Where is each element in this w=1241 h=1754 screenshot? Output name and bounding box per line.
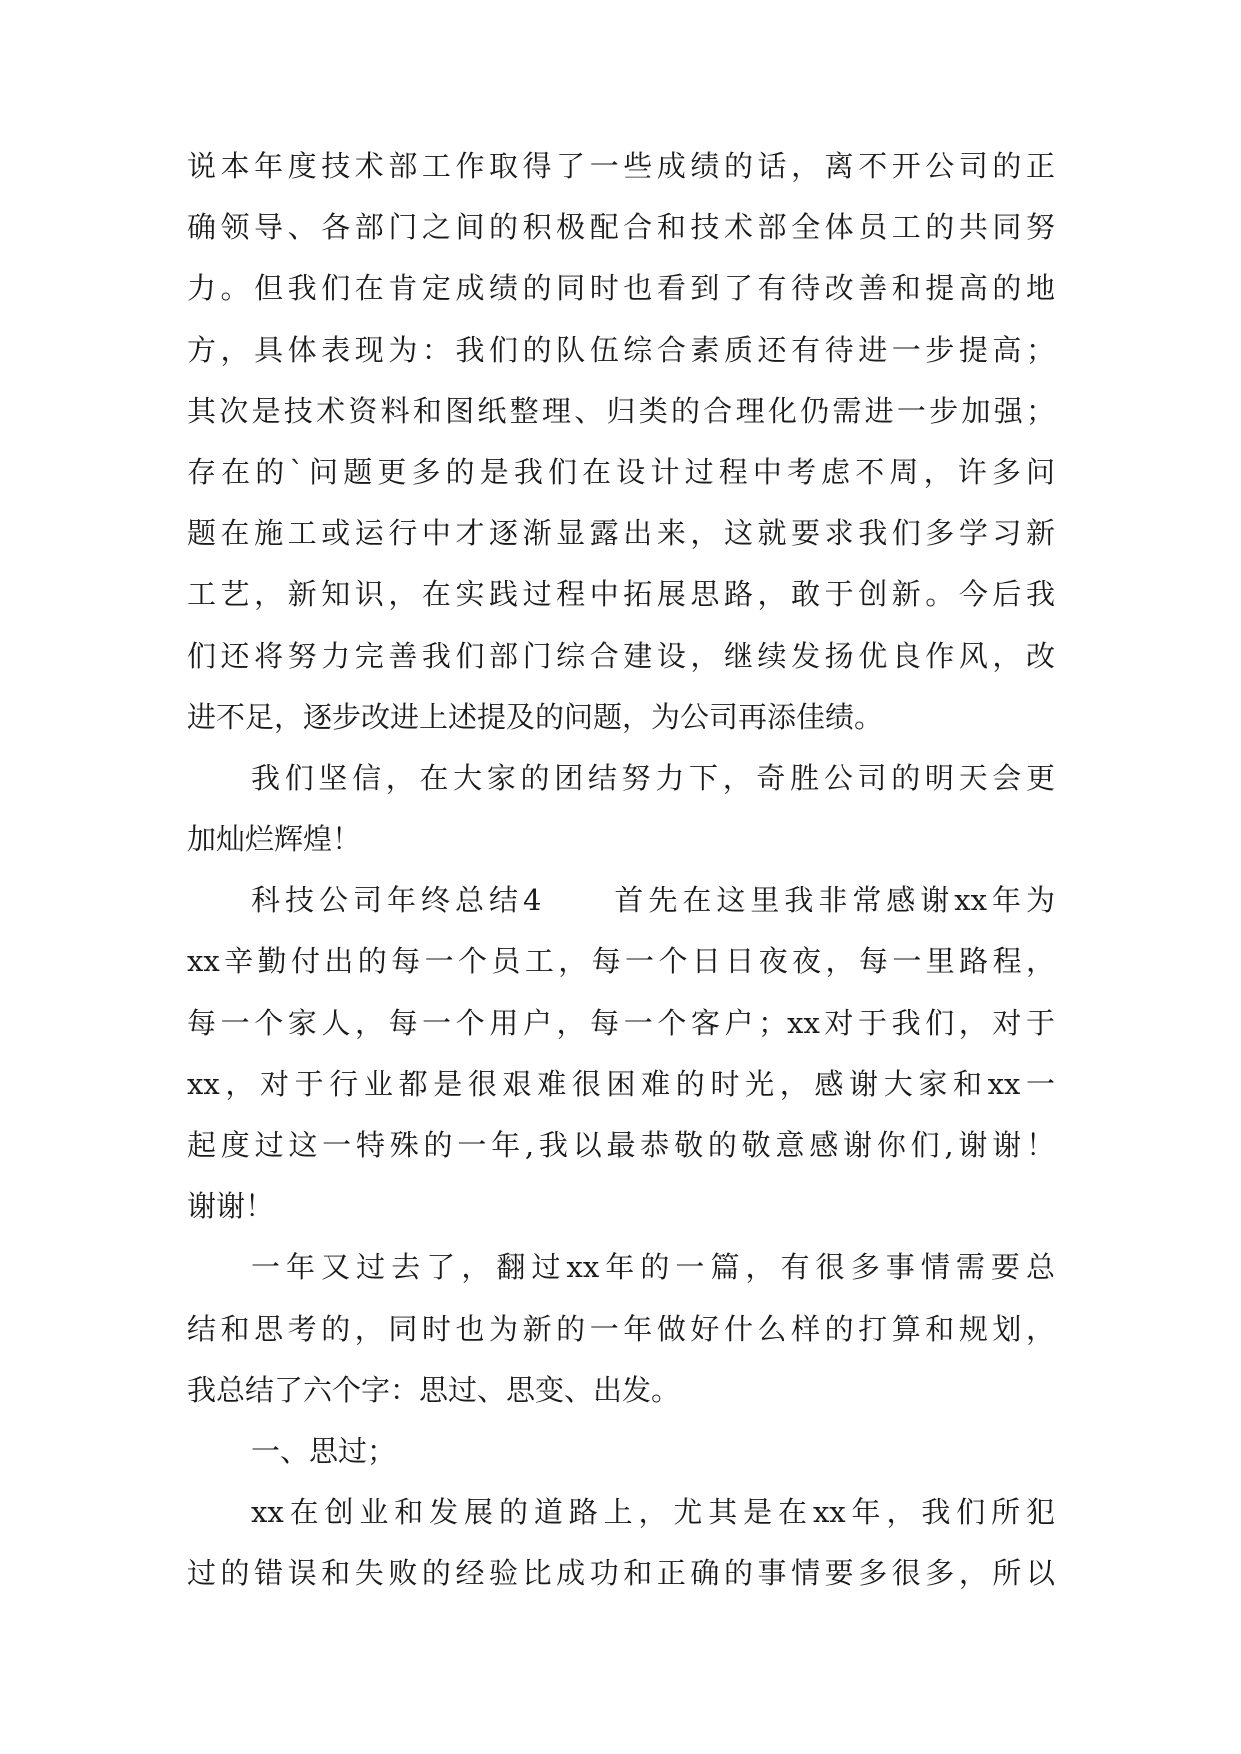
text-line: 一年又过去了，翻过xx年的一篇，有很多事情需要总 — [251, 1250, 1055, 1285]
document-body — [187, 136, 1055, 1605]
text-line: 们还将努力完善我们部门综合建设，继续发扬优良作风，改 — [187, 638, 1055, 673]
text-line: 我总结了六个字：思过、思变、出发。 — [187, 1372, 681, 1407]
text-line: 加灿烂辉煌！ — [187, 822, 362, 857]
text-line: 力。但我们在肯定成绩的同时也看到了有待改善和提高的地 — [187, 271, 1055, 306]
text-line: xx在创业和发展的道路上，尤其是在xx年，我们所犯 — [251, 1495, 1055, 1530]
text-line: 其次是技术资料和图纸整理、归类的合理化仍需进一步加强； — [187, 393, 1055, 428]
text-line: 确领导、各部门之间的积极配合和技术部全体员工的共同努 — [187, 210, 1055, 245]
text-line: 起度过这一特殊的一年,我以最恭敬的敬意感谢你们,谢谢！ — [187, 1128, 1055, 1162]
text-line: 结和思考的，同时也为新的一年做好什么样的打算和规划， — [187, 1311, 1055, 1346]
subheading-line: 一、思过； — [251, 1433, 397, 1468]
text-line: 我们坚信，在大家的团结努力下，奇胜公司的明天会更 — [251, 760, 1055, 795]
text-line: 过的错误和失败的经验比成功和正确的事情要多很多，所以 — [187, 1556, 1055, 1591]
text-line: 工艺，新知识，在实践过程中拓展思路，敢于创新。今后我 — [187, 577, 1055, 612]
text-line: xx，对于行业都是很艰难很困难的时光，感谢大家和xx一 — [187, 1066, 1055, 1101]
text-line: 存在的`问题更多的是我们在设计过程中考虑不周，许多问 — [187, 454, 1055, 489]
text-line: 每一个家人，每一个用户，每一个客户；xx对于我们，对于 — [187, 1005, 1055, 1040]
text-line: 题在施工或运行中才逐渐显露出来，这就要求我们多学习新 — [187, 516, 1055, 551]
text-line: 进不足，逐步改进上述提及的问题，为公司再添佳绩。 — [187, 699, 884, 734]
text-line: 谢谢！ — [187, 1189, 275, 1224]
text-line: xx辛勤付出的每一个员工，每一个日日夜夜，每一里路程， — [187, 944, 1055, 979]
text-line: 方，具体表现为：我们的队伍综合素质还有待进一步提高； — [187, 332, 1055, 367]
section-heading-line: 科技公司年终总结4 首先在这里我非常感谢xx年为 — [251, 883, 1055, 918]
text-line: 说本年度技术部工作取得了一些成绩的话，离不开公司的正 — [187, 149, 1055, 183]
